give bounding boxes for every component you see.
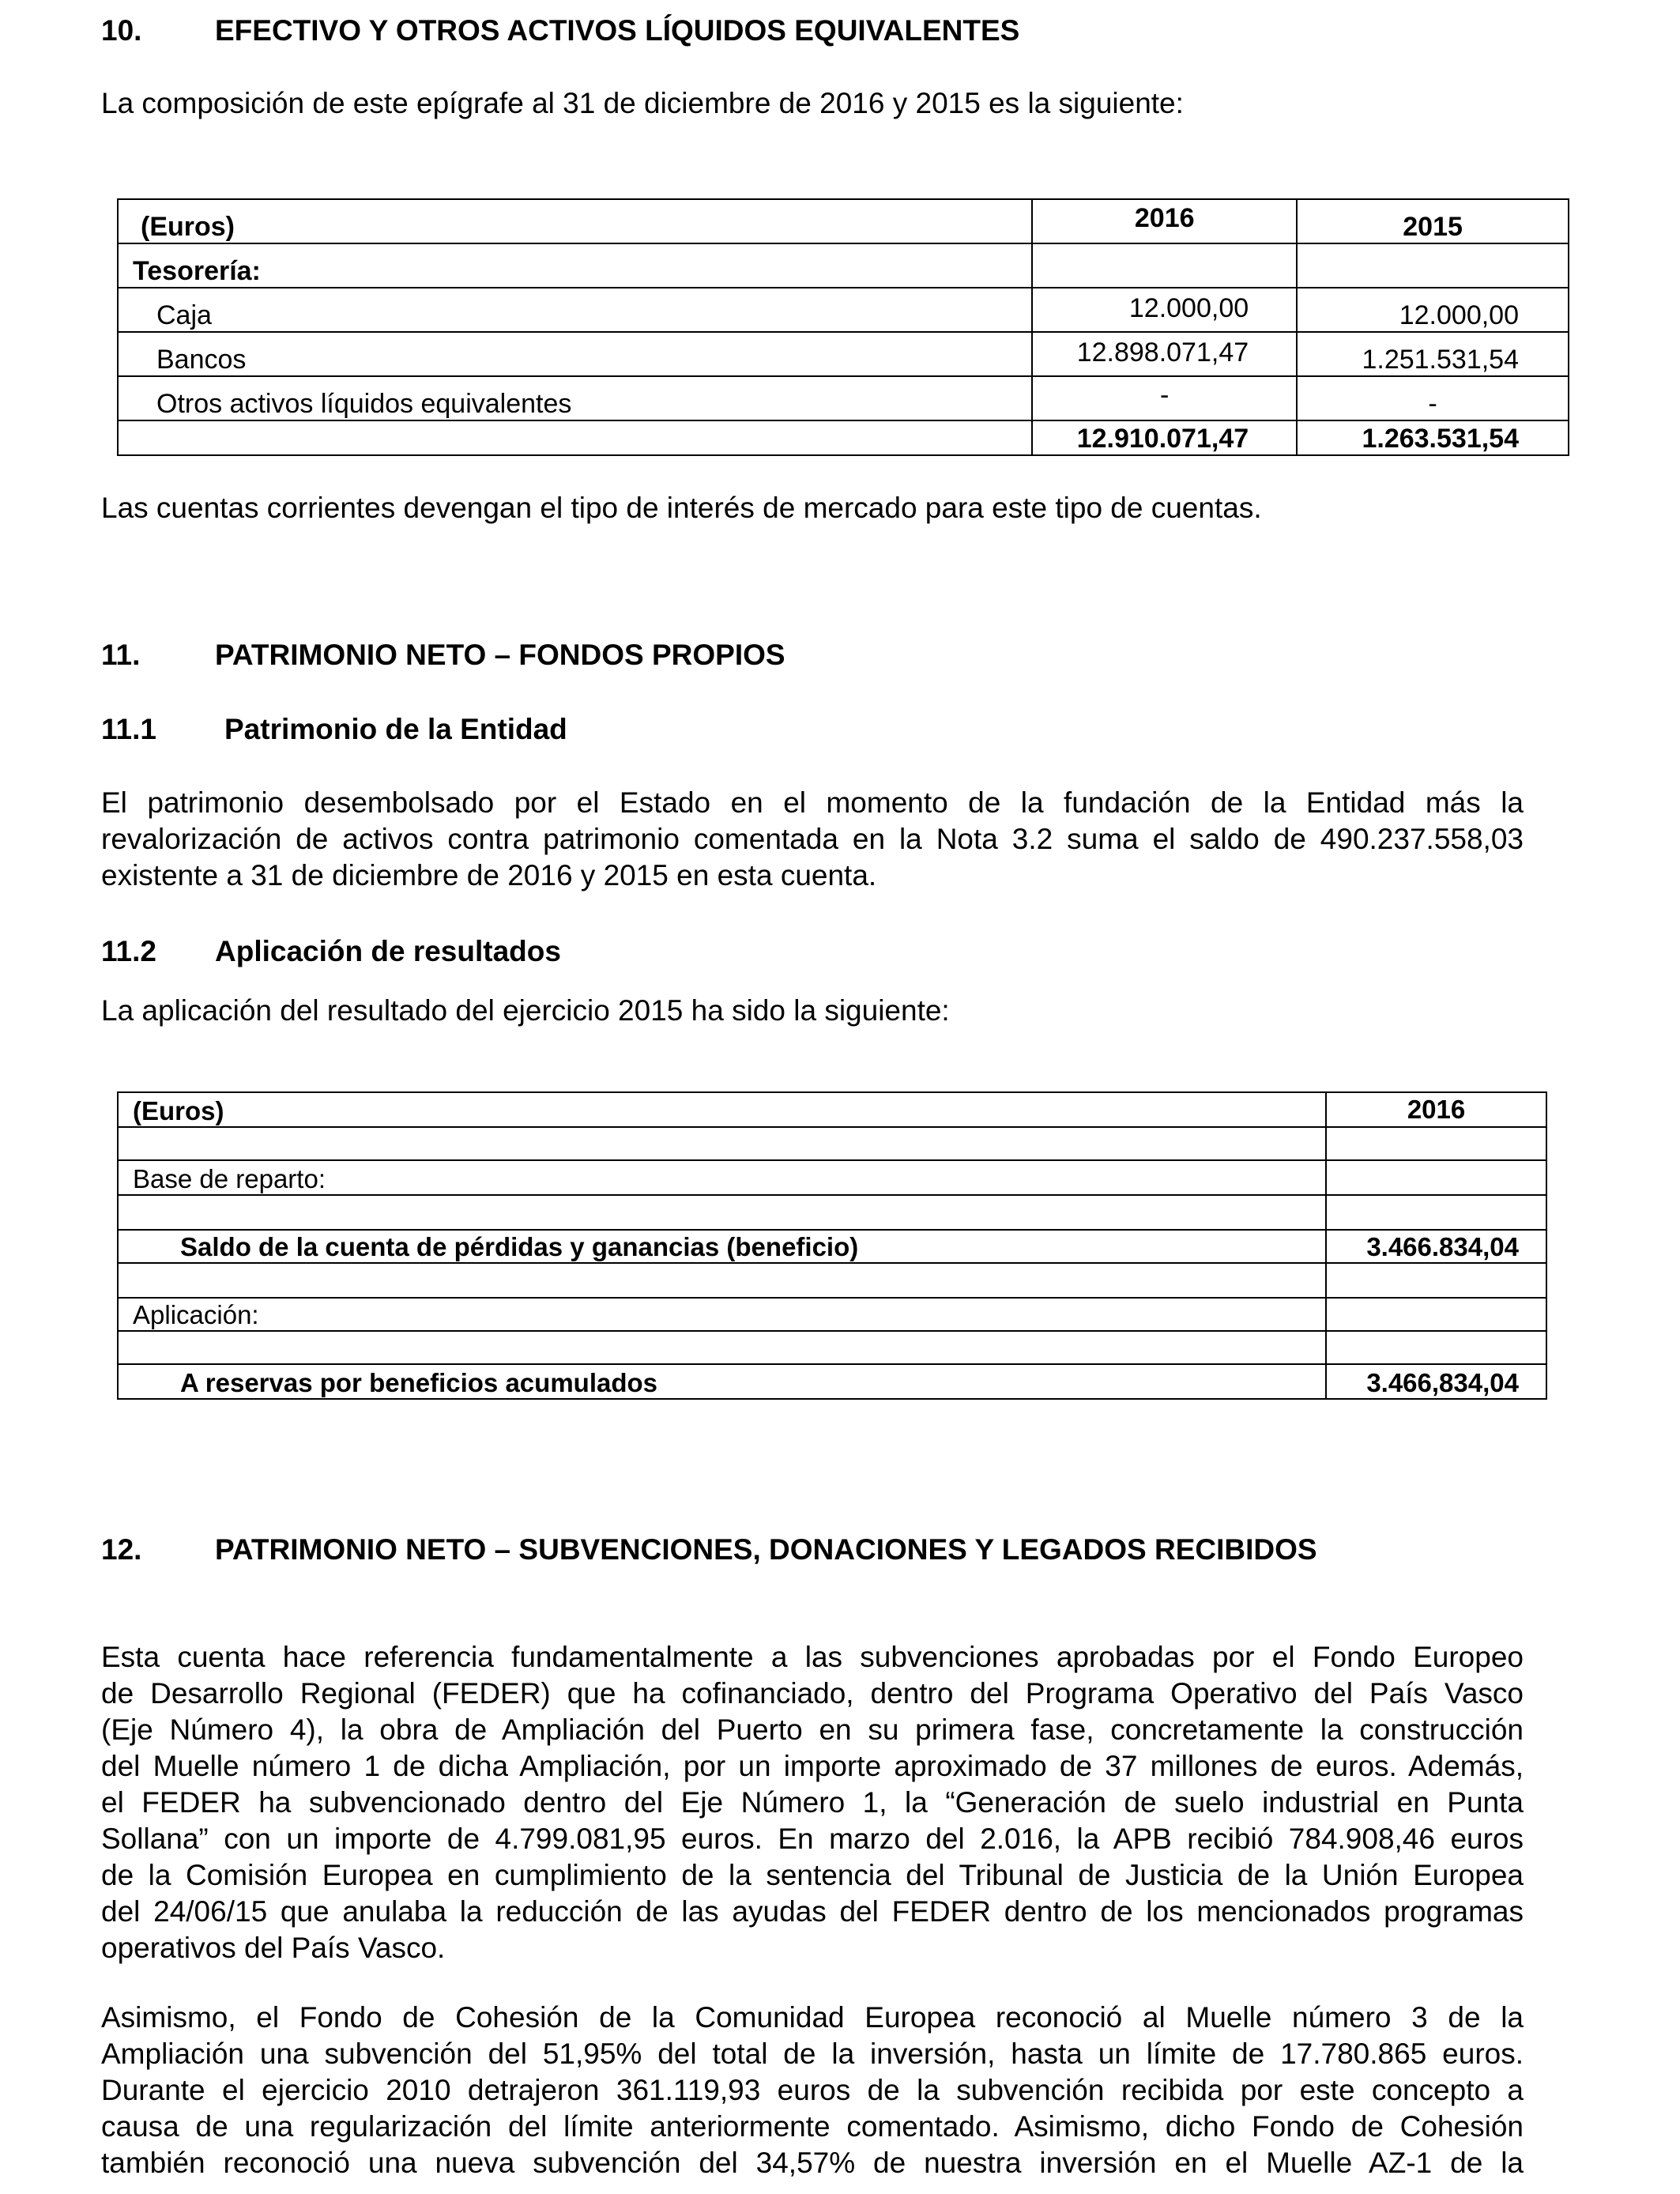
paragraph-line: de Desarrollo Regional (FEDER) que ha cofinanciado, dentro del Programa Operativo del País Vasco [101, 1677, 1524, 1710]
paragraph-line: Ampliación una subvención del 51,95% del total de la inversión, hasta un límite de 17.780.865 euros. [101, 2038, 1524, 2070]
paragraph-line: causa de una regularización del límite anteriormente comentado. Asimismo, dicho Fondo de Cohesión [101, 2110, 1524, 2143]
table-row [118, 243, 1569, 288]
table-row [118, 1298, 1546, 1331]
row-value-2015: 12.000,00 [1297, 288, 1569, 332]
header-euros: (Euros) [118, 1092, 1326, 1127]
paragraph-line: el FEDER ha subvencionado dentro del Eje Número 1, la “Generación de suelo industrial en Punta [101, 1786, 1524, 1819]
paragraph-line: revalorización de activos contra patrimonio comentada en la Nota 3.2 suma el saldo de 490.237.558,03 [101, 823, 1524, 855]
table-header-row [118, 1092, 1546, 1127]
section-10-number: 10. [101, 14, 142, 47]
header-euros: (Euros) [118, 199, 1032, 243]
table-row [118, 332, 1569, 376]
section-12-paragraph-1 [101, 1639, 1524, 1966]
paragraph-line: Durante el ejercicio 2010 detrajeron 361.119,93 euros de la subvención recibida por este concepto a [101, 2074, 1524, 2106]
table-row [118, 1364, 1546, 1399]
table-header-row [118, 199, 1569, 243]
group-label-tesoreria: Tesorería: [118, 243, 1032, 288]
section-11-1-title: Patrimonio de la Entidad [224, 713, 567, 745]
header-2015: 2015 [1297, 199, 1569, 243]
section-11-2-intro: La aplicación del resultado del ejercicio 2015 ha sido la siguiente: [101, 994, 950, 1027]
paragraph-line: de la Comisión Europea en cumplimiento de la sentencia del Tribunal de Justicia de la Unión Europea [101, 1859, 1524, 1891]
paragraph-line: Asimismo, el Fondo de Cohesión de la Comunidad Europea reconoció al Muelle número 3 de la [101, 2001, 1524, 2034]
paragraph-line: del 24/06/15 que anulaba la reducción de las ayudas del FEDER dentro de los mencionados programas [101, 1895, 1524, 1928]
section-11-2-number: 11.2 [101, 935, 156, 967]
paragraph-line: operativos del País Vasco. [101, 1932, 446, 1964]
aplicacion-table [117, 1091, 1547, 1400]
row-value-2016: 12.898.071,47 [1032, 332, 1297, 376]
saldo-label: Saldo de la cuenta de pérdidas y ganancias (beneficio) [118, 1230, 1326, 1263]
paragraph-line: del Muelle número 1 de dicha Ampliación, por un importe aproximado de 37 millones de euros. Además, [101, 1750, 1524, 1782]
total-2015: 1.263.531,54 [1297, 420, 1569, 455]
table-total-row [118, 420, 1569, 455]
row-label: Caja [118, 288, 1032, 332]
section-11-1-paragraph [101, 785, 1524, 894]
section-11-title: PATRIMONIO NETO – FONDOS PROPIOS [215, 639, 785, 671]
table-row [118, 288, 1569, 332]
section-12-number: 12. [101, 1533, 142, 1566]
row-value-2016: - [1032, 376, 1297, 420]
paragraph-line: existente a 31 de diciembre de 2016 y 2015 en esta cuenta. [101, 859, 877, 892]
table-row [118, 1230, 1546, 1263]
paragraph-line: (Eje Número 4), la obra de Ampliación del Puerto en su primera fase, concretamente la construcción [101, 1713, 1524, 1746]
reservas-label: A reservas por beneficios acumulados [118, 1364, 1326, 1399]
row-label: Otros activos líquidos equivalentes [118, 376, 1032, 420]
section-10-title: EFECTIVO Y OTROS ACTIVOS LÍQUIDOS EQUIVALENTES [215, 14, 1020, 47]
paragraph-line: El patrimonio desembolsado por el Estado en el momento de la fundación de la Entidad más la [101, 786, 1524, 819]
row-value-2016: 12.000,00 [1032, 288, 1297, 332]
row-label: Bancos [118, 332, 1032, 376]
base-reparto-label: Base de reparto: [118, 1160, 1326, 1195]
section-10-note: Las cuentas corrientes devengan el tipo de interés de mercado para este tipo de cuentas. [101, 492, 1262, 524]
header-2016: 2016 [1326, 1092, 1546, 1127]
total-2016: 12.910.071,47 [1032, 420, 1297, 455]
section-12-title: PATRIMONIO NETO – SUBVENCIONES, DONACIONES Y LEGADOS RECIBIDOS [215, 1533, 1317, 1566]
reservas-value: 3.466,834,04 [1326, 1364, 1546, 1399]
paragraph-line: también reconoció una nueva subvención del 34,57% de nuestra inversión en el Muelle AZ-1 de la [101, 2147, 1524, 2179]
section-10-intro: La composición de este epígrafe al 31 de diciembre de 2016 y 2015 es la siguiente: [101, 87, 1184, 119]
efectivo-table [117, 198, 1569, 456]
header-2016: 2016 [1032, 199, 1297, 243]
section-11-number: 11. [101, 639, 141, 671]
paragraph-line: Sollana” con un importe de 4.799.081,95 euros. En marzo del 2.016, la APB recibió 784.908,46 euros [101, 1823, 1524, 1855]
table-row [118, 1160, 1546, 1195]
section-12-paragraph-2 [101, 2000, 1524, 2181]
row-value-2015: 1.251.531,54 [1297, 332, 1569, 376]
section-11-1-number: 11.1 [101, 713, 156, 745]
paragraph-line: Esta cuenta hace referencia fundamentalmente a las subvenciones aprobadas por el Fondo Europeo [101, 1641, 1524, 1673]
section-11-2-title: Aplicación de resultados [215, 935, 561, 967]
aplicacion-label: Aplicación: [118, 1298, 1326, 1331]
table-row [118, 376, 1569, 420]
row-value-2015: - [1297, 376, 1569, 420]
saldo-value: 3.466.834,04 [1326, 1230, 1546, 1263]
